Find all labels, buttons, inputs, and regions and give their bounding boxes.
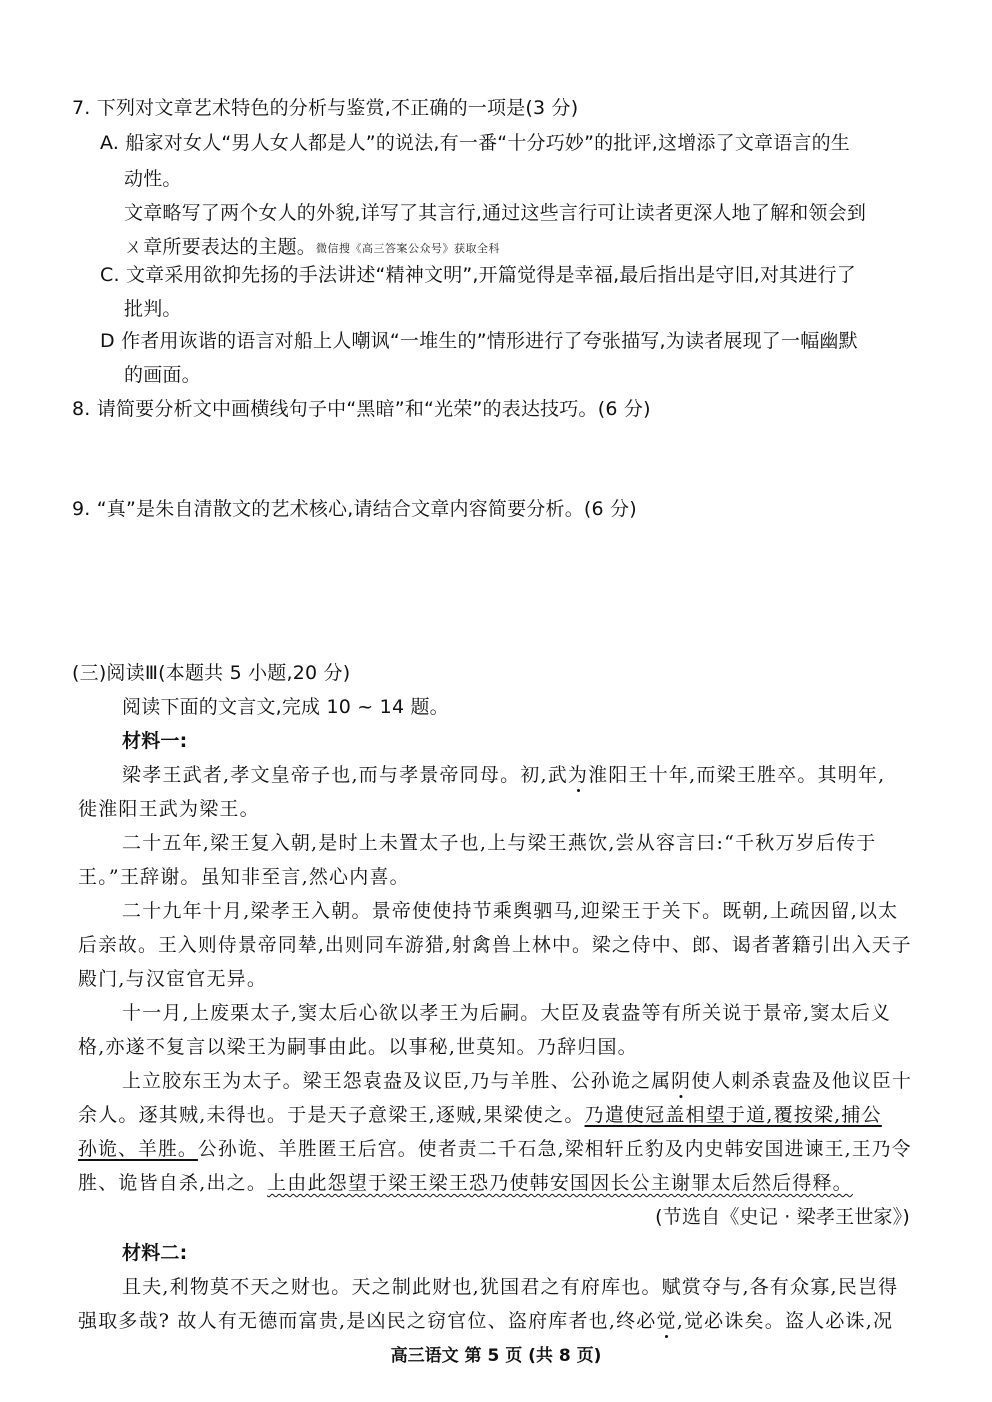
m1-p1-line2: 徙淮阳王武为梁王。 <box>78 798 260 820</box>
underlined-sentence-end: 孙诡、羊胜。 <box>78 1138 198 1160</box>
m1-p1-text-b: 淮阳王十年,而梁王胜卒。其明年, <box>588 764 886 786</box>
page-footer: 高三语文 第 5 页 (共 8 页) <box>390 1346 602 1366</box>
m2-p1-line2 <box>78 1308 893 1334</box>
m1-p5-text-a: 上立胶东王为太子。梁王怨袁盎及议臣,乃与羊胜、公孙诡之属 <box>122 1070 672 1092</box>
watermark-text: 微信搜《高三答案公众号》获取全科 <box>316 242 501 255</box>
m2-p1-text-b: ,觉必诛矣。盗人必诛,况 <box>676 1310 894 1332</box>
q7-option-b-line2 <box>124 234 500 262</box>
m1-p5-line4 <box>78 1170 853 1196</box>
m1-p5-line2 <box>78 1102 882 1128</box>
m1-p2-line1: 二十五年,梁王复入朝,是时上未置太子也,上与梁王燕饮,尝从容言曰:“千秋万岁后传于 <box>122 832 877 854</box>
q7-option-d-line1: D 作者用诙谐的语言对船上人嘲讽“一堆生的”情形进行了夸张描写,为读者展现了一幅幽默 <box>100 330 858 352</box>
q7-option-a-line2: 动性。 <box>124 168 182 190</box>
m1-p1-line1 <box>122 762 885 788</box>
m1-p3-line3: 殿门,与汉宦官无异。 <box>78 968 268 990</box>
emphasis-dot-char: 觉 <box>656 1310 677 1332</box>
underlined-sentence: 乃遣使冠盖相望于道,覆按梁,捕公 <box>584 1104 882 1126</box>
m1-p5-text-e: 胜、诡皆自杀,出之。 <box>78 1172 268 1194</box>
q7-option-d-line2: 的画面。 <box>124 364 201 386</box>
m1-p3-line2: 后亲故。王入则侍景帝同辇,出则同车游猎,射禽兽上林中。梁之侍中、郎、谒者著籍引出入天子 <box>78 934 912 956</box>
material-1-label: 材料一: <box>122 730 188 752</box>
q7-option-c-line2: 批判。 <box>124 298 182 320</box>
m1-p4-line2: 格,亦遂不复言以梁王为嗣事由此。以事秘,世莫知。乃辞归国。 <box>78 1036 638 1058</box>
m1-p5-text-b: 使人刺杀袁盎及他议臣十 <box>691 1070 913 1092</box>
m1-p5-text-c: 余人。逐其贼,未得也。于是天子意梁王,逐贼,果梁使之。 <box>78 1104 585 1126</box>
m2-p1-line1: 且夫,利物莫不天之财也。天之制此财也,犹国君之有府库也。赋赏夺与,各有众寡,民岂得 <box>122 1276 899 1298</box>
q7-option-c-line1: C. 文章采用欲抑先扬的手法讲述“精神文明”,开篇觉得是幸福,最后指出是守旧,对其进行了 <box>100 264 856 286</box>
wavy-underlined-sentence: 上由此怨望于梁王梁王恐乃使韩安国因长公主谢罪太后然后得释。 <box>267 1172 853 1194</box>
section-title: (三)阅读Ⅲ(本题共 5 小题,20 分) <box>72 662 351 684</box>
m2-p1-text-a: 强取多哉? 故人有无德而富贵,是凶民之窃官位、盗府库者也,终必 <box>78 1310 657 1332</box>
m1-p5-text-d: 公孙诡、羊胜匿王后宫。使者责二千石急,梁相轩丘豹及内史韩安国进谏王,王乃令 <box>197 1138 912 1160</box>
q7-option-b-line1: 文章略写了两个女人的外貌,详写了其言行,通过这些言行可让读者更深人地了解和领会到 <box>124 202 867 224</box>
q7-option-a-line1: A. 船家对女人“男人女人都是人”的说法,有一番“十分巧妙”的批评,这增添了文章语言的生 <box>100 132 850 154</box>
m1-p3-line1: 二十九年十月,梁孝王入朝。景帝使使持节乘舆驷马,迎梁王于关下。既朝,上疏因留,以太 <box>122 900 899 922</box>
m1-p2-line2: 王。”王辞谢。虽知非至言,然心内喜。 <box>78 866 410 888</box>
m1-p5-line3 <box>78 1136 912 1162</box>
q7-option-b-text: ㄨ章所要表达的主题。 <box>124 236 317 258</box>
q7-stem: 7. 下列对文章艺术特色的分析与鉴赏,不正确的一项是(3 分) <box>72 97 579 119</box>
question-8: 8. 请简要分析文中画横线句子中“黑暗”和“光荣”的表达技巧。(6 分) <box>72 398 651 420</box>
material-2-label: 材料二: <box>122 1242 188 1264</box>
m1-p1-text-a: 梁孝王武者,孝文皇帝子也,而与孝景帝同母。初,武 <box>122 764 568 786</box>
material-1-source: (节选自《史记 · 梁孝王世家》) <box>655 1206 910 1228</box>
m1-p4-line1: 十一月,上废栗太子,窦太后心欲以孝王为后嗣。大臣及袁盎等有所关说于景帝,窦太后义 <box>122 1002 892 1024</box>
emphasis-dot-char: 为 <box>567 764 589 786</box>
section-instruction: 阅读下面的文言文,完成 10 ~ 14 题。 <box>122 696 449 718</box>
question-9: 9. “真”是朱自清散文的艺术核心,请结合文章内容简要分析。(6 分) <box>72 498 637 520</box>
emphasis-dot-char: 阴 <box>671 1070 692 1092</box>
m1-p5-line1 <box>122 1068 912 1094</box>
